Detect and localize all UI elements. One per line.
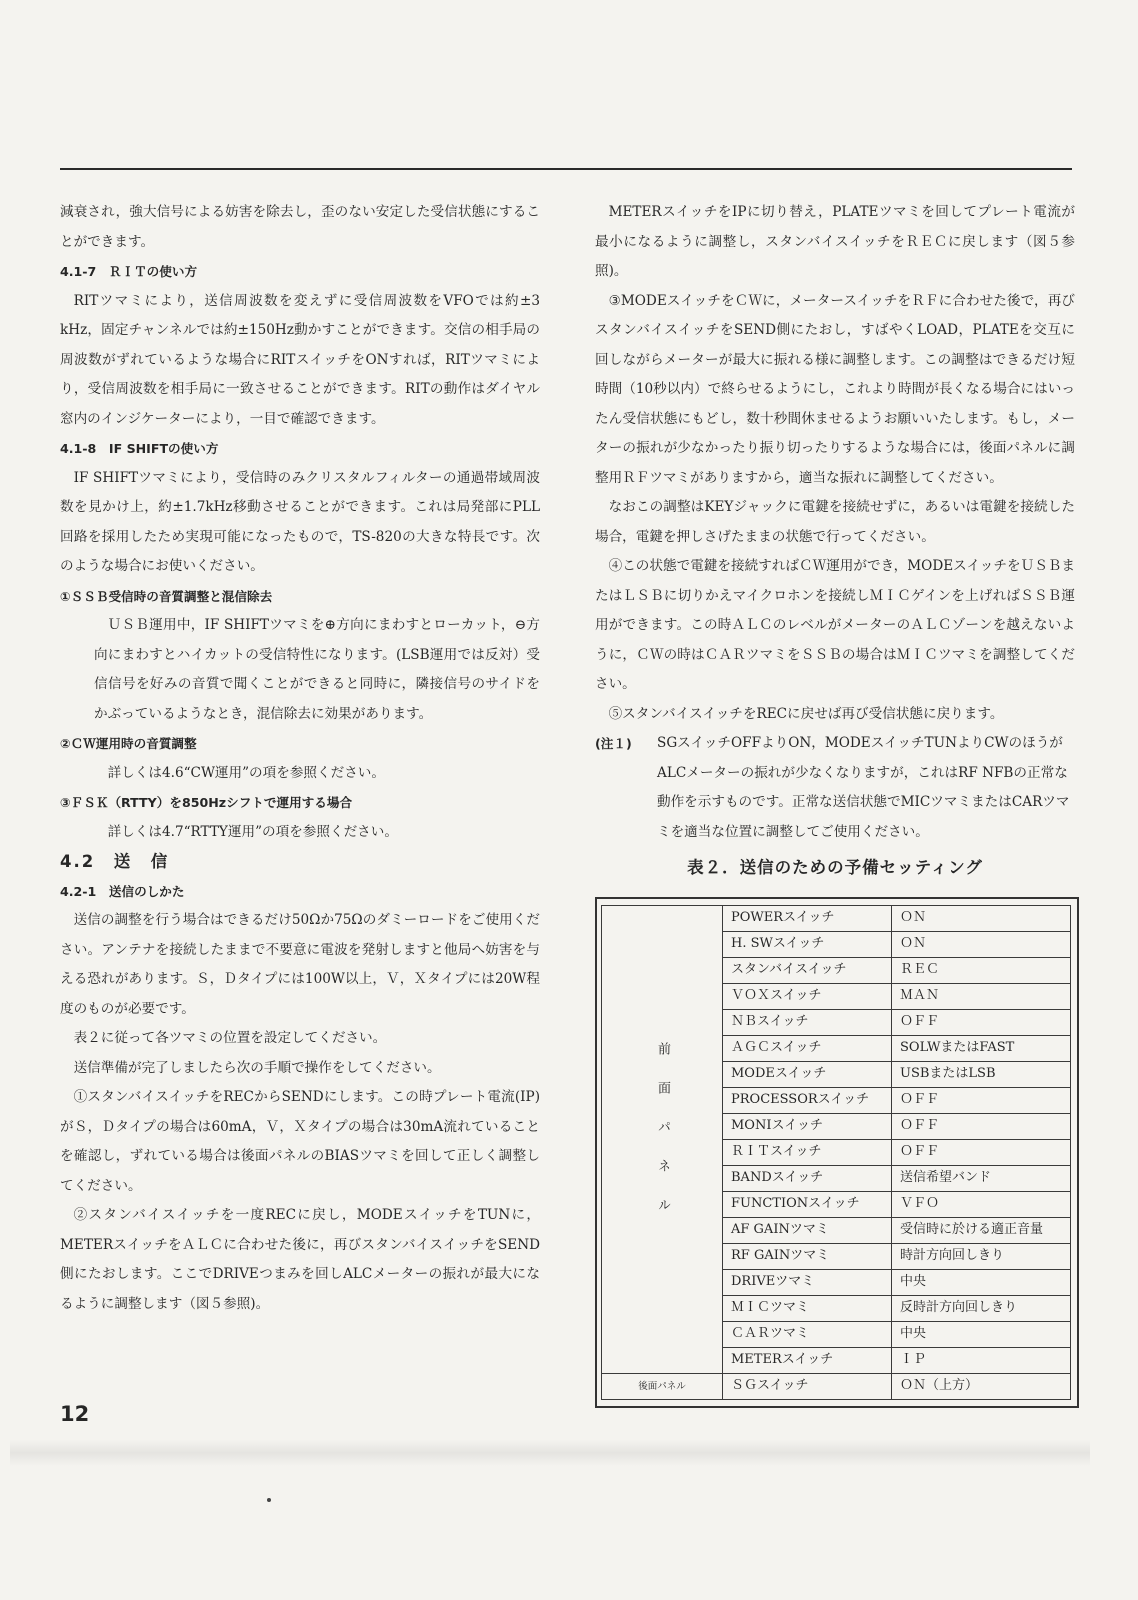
item-heading: ③ＦＳＫ（RTTY）を850Hzシフトで運用する場合: [60, 795, 353, 810]
paragraph: 送信準備が完了しましたら次の手順で操作をしてください。: [73, 1059, 441, 1076]
table-row: [602, 905, 1071, 931]
paragraph: METERスイッチをIPに切り替え，PLATEツマミを回してプレート電流が最小になるように調整し，スタンバイスイッチをＲＥＣに戻します（図５参照)。: [595, 204, 1075, 279]
right-column: [595, 198, 1075, 1408]
note: [595, 729, 1075, 847]
item-heading: ①ＳＳＢ受信時の音質調整と混信除去: [60, 588, 273, 604]
setting-value: ＯＮ: [892, 905, 1071, 931]
paragraph: RITツマミにより，送信周波数を変えずに受信周波数をVFOでは約±3 kHz，固定チャンネルでは約±150Hz動かすことができます。交信の相手局の周波数がずれているような場合にRITスイッチをONすれば，RITツマミにより，受信周波数を相手局に一致させることができます。RITの動作はダイヤル窓内のインジケーターにより，一目で確認できます。: [60, 292, 540, 427]
page-number: 12: [60, 1402, 90, 1426]
heading-4-2-1: 4.2-1 送信のしかた: [60, 883, 185, 899]
group-front-panel: 前面パネル: [602, 905, 723, 1373]
setting-item: H. SWスイッチ: [723, 931, 892, 957]
step-2: ②スタンバイスイッチを一度RECに戻し，MODEスイッチをTUNに，METERスイッチをＡＬＣに合わせた後に，再びスタンバイスイッチをSEND側にたおします。ここでDRIVEつまみを回しALCメーターの振れが最大になるように調整します（図５参照)。: [60, 1207, 540, 1312]
item-heading: ②ＣＷ運用時の音質調整: [60, 736, 197, 751]
setting-value: ＯＦＦ: [892, 1087, 1071, 1113]
item-body: ＵＳＢ運用中，IF SHIFTツマミを⊕方向にまわすとローカット，⊖方向にまわすとハイカットの受信特性になります。(LSB運用では反対）受信信号を好みの音質で聞くことができると同時に，隣接信号のサイドをかぶっているようなとき，混信除去に効果があります。: [94, 617, 540, 722]
setting-value: 中央: [892, 1269, 1071, 1295]
setting-item: MONIスイッチ: [723, 1113, 892, 1139]
setting-value: ＯＮ（上方）: [892, 1373, 1071, 1399]
note-body: SGスイッチOFFよりON，MODEスイッチTUNよりCWのほうがALCメーターの振れが少なくなりますが，これはRF NFBの正常な動作を示すものです。正常な送信状態でMICツマミまたはCARツマミを適当な位置に調整してご使用ください。: [657, 735, 1070, 840]
setting-value: 受信時に於ける適正音量: [892, 1217, 1071, 1243]
setting-value: ＯＦＦ: [892, 1009, 1071, 1035]
scan-speck: [267, 1498, 271, 1502]
setting-item: BANDスイッチ: [723, 1165, 892, 1191]
setting-item: ＮＢスイッチ: [723, 1009, 892, 1035]
setting-value: ＯＦＦ: [892, 1139, 1071, 1165]
paragraph: 送信の調整を行う場合はできるだけ50Ωか75Ωのダミーロードをご使用ください。アンテナを接続したままで不要意に電波を発射しますと他局へ妨害を与える恐れがあります。Ｓ，Ｄタイプには100W以上，Ｖ，Ｘタイプには20W程度のものが必要です。: [60, 912, 540, 1017]
group-rear-panel: 後面パネル: [602, 1373, 723, 1399]
top-rule: [60, 168, 1072, 170]
setting-item: FUNCTIONスイッチ: [723, 1191, 892, 1217]
setting-value: ＩＰ: [892, 1347, 1071, 1373]
setting-value: 時計方向回しきり: [892, 1243, 1071, 1269]
setting-item: ＲＩＴスイッチ: [723, 1139, 892, 1165]
heading-4-1-7: 4.1-7 ＲＩＴの使い方: [60, 264, 198, 279]
step-3: ③MODEスイッチをＣＷに，メータースイッチをＲＦに合わせた後で，再びスタンバイスイッチをSEND側にたおし，すばやくLOAD，PLATEを交互に回しながらメーターが最大に振れる様に調整します。この調整はできるだけ短時間（10秒以内）で終らせるようにし，これより時間が長くなる場合にはいったん受信状態にもどし，数十秒間休ませるようお願いいたします。もし，メーターの振れが少なかったり振り切ったりするような場合には，後面パネルに調整用ＲＦツマミがありますから，適当な振れに調整してください。: [595, 292, 1075, 486]
settings-table-frame: [595, 897, 1079, 1408]
setting-item: ＣＡＲツマミ: [723, 1321, 892, 1347]
setting-value: 中央: [892, 1321, 1071, 1347]
paragraph: IF SHIFTツマミにより，受信時のみクリスタルフィルターの通過帯域周波数を見かけ上，約±1.7kHz移動させることができます。これは局発部にPLL回路を採用したため実現可能になったもので，TS-820の大きな特長です。次のような場合にお使いください。: [60, 469, 540, 574]
setting-item: AF GAINツマミ: [723, 1217, 892, 1243]
setting-value: ＲＥＣ: [892, 957, 1071, 983]
setting-value: ＶＦＯ: [892, 1191, 1071, 1217]
step-4: ④この状態で電鍵を接続すればＣＷ運用ができ，MODEスイッチをＵＳＢまたはＬＳＢに切りかえマイクロホンを接続しＭＩＣゲインを上げればＳＳＢ運用ができます。この時ＡＬＣのレベルがメーターのＡＬＣゾーンを越えないように，ＣＷの時はＣＡＲツマミをＳＳＢの場合はＭＩＣツマミを調整してください。: [595, 558, 1075, 692]
setting-value: ＯＦＦ: [892, 1113, 1071, 1139]
setting-value: 送信希望バンド: [892, 1165, 1071, 1191]
scan-smudge: [10, 1440, 1090, 1466]
setting-value: 反時計方向回しきり: [892, 1295, 1071, 1321]
left-column: [60, 198, 540, 1319]
step-1: ①スタンバイスイッチをRECからSENDにします。この時プレート電流(IP)がＳ，Ｄタイプの場合は60mA，Ｖ，Ｘタイプの場合は30mA流れていることを確認し，ずれている場合は後面パネルのBIASツマミを回して正しく調整してください。: [60, 1089, 540, 1194]
setting-item: POWERスイッチ: [723, 905, 892, 931]
setting-value: ＭＡＮ: [892, 983, 1071, 1009]
table-row: [602, 1373, 1071, 1399]
note-label: (注１): [595, 736, 632, 751]
setting-item: ＡＧＣスイッチ: [723, 1035, 892, 1061]
setting-item: スタンバイスイッチ: [723, 957, 892, 983]
setting-item: MODEスイッチ: [723, 1061, 892, 1087]
section-heading-4-2: 4.2 送 信: [60, 852, 170, 871]
setting-item: PROCESSORスイッチ: [723, 1087, 892, 1113]
setting-value: ＯＮ: [892, 931, 1071, 957]
setting-value: SOLWまたはFAST: [892, 1035, 1071, 1061]
item-body: 詳しくは4.7“RTTY運用”の項を参照ください。: [107, 823, 398, 840]
step-5: ⑤スタンバイスイッチをRECに戻せば再び受信状態に戻ります。: [608, 705, 1004, 722]
heading-4-1-8: 4.1-8 IF SHIFTの使い方: [60, 441, 219, 456]
item-body: 詳しくは4.6“CW運用”の項を参照ください。: [107, 764, 385, 781]
setting-item: ＳＧスイッチ: [723, 1373, 892, 1399]
setting-item: ＶＯＸスイッチ: [723, 983, 892, 1009]
paragraph: 表２に従って各ツマミの位置を設定してください。: [73, 1030, 387, 1046]
settings-table: [601, 905, 1071, 1400]
paragraph: なおこの調整はKEYジャックに電鍵を接続せずに，あるいは電鍵を接続した場合，電鍵を押しさげたままの状態で行ってください。: [595, 499, 1075, 545]
setting-item: RF GAINツマミ: [723, 1243, 892, 1269]
setting-item: DRIVEツマミ: [723, 1269, 892, 1295]
setting-value: USBまたはLSB: [892, 1061, 1071, 1087]
paragraph: 減衰され，強大信号による妨害を除去し，歪のない安定した受信状態にすることができます。: [60, 204, 540, 250]
setting-item: METERスイッチ: [723, 1347, 892, 1373]
setting-item: ＭＩＣツマミ: [723, 1295, 892, 1321]
table-title: 表２．送信のための予備セッティング: [687, 858, 983, 877]
